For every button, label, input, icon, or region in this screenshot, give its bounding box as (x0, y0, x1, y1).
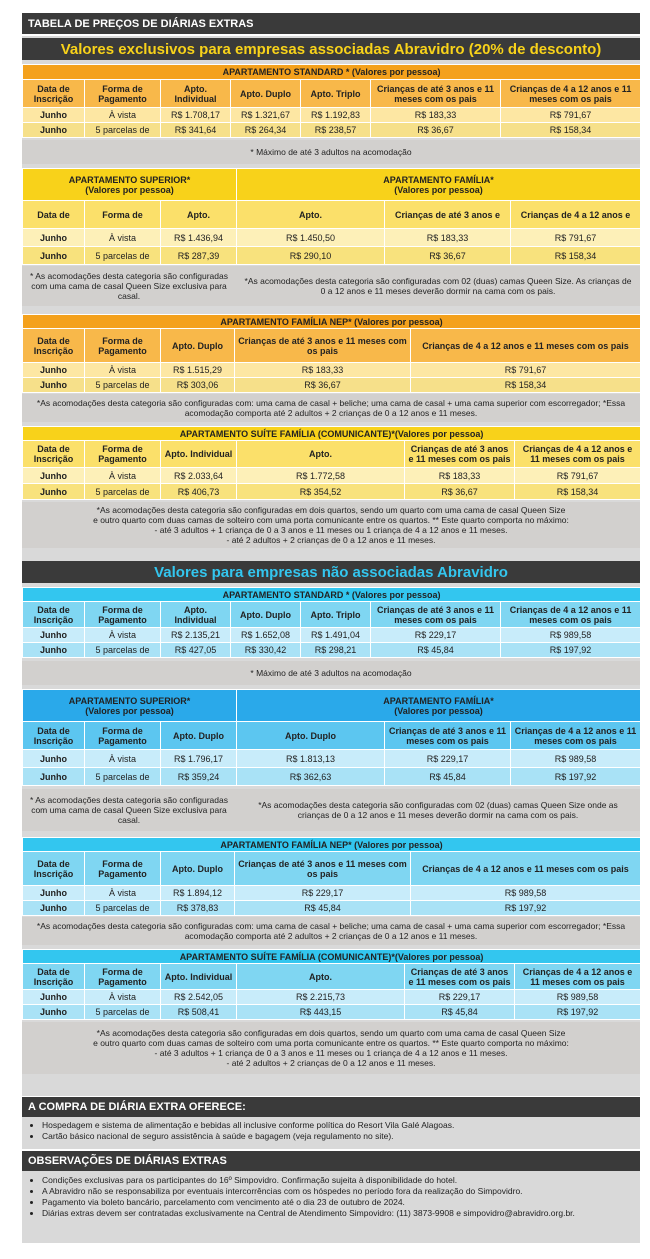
col-header: Apto. Triplo (301, 80, 371, 108)
cell: R$ 1.192,83 (301, 108, 371, 123)
col-header: Apto. Duplo (237, 722, 385, 750)
table-row (23, 108, 641, 123)
col-header: Crianças de até 3 anos e 11 meses com os pais (405, 964, 515, 990)
cell: R$ 229,17 (371, 628, 501, 643)
suite-note-line: - até 2 adultos + 2 crianças de 0 a 12 anos e 11 meses. (226, 1058, 436, 1068)
cell: 5 parcelas de (85, 1005, 161, 1020)
cell: R$ 298,21 (301, 643, 371, 658)
col-header: Forma de Pagamento (85, 964, 161, 990)
familia-title: APARTAMENTO FAMÍLIA* (383, 174, 494, 185)
col-header: Apto. Duplo (161, 852, 235, 886)
col-header: Crianças de até 3 anos e 11 meses com os pais (405, 441, 515, 468)
cell: R$ 1.321,67 (231, 108, 301, 123)
table-row (23, 768, 641, 786)
cell: R$ 1.436,94 (161, 229, 237, 247)
offer-item: • Cartão básico nacional de seguro assistência à saúde e bagagem (veja regulamento no site). (42, 1131, 632, 1142)
observations-box (22, 1171, 640, 1243)
cell: R$ 1.491,04 (301, 628, 371, 643)
superior-note: * As acomodações desta categoria são configuradas com uma cama de casal Queen Size exclusiva para casal. (22, 266, 236, 306)
non-nep-table (22, 837, 641, 916)
col-header: Apto. Duplo (231, 80, 301, 108)
familia-title-cell (237, 690, 641, 722)
cell: 5 parcelas de (85, 768, 161, 786)
col-header: Crianças de 4 a 12 anos e (511, 201, 641, 229)
col-header: Crianças de 4 a 12 anos e 11 meses com os pais (511, 722, 641, 750)
cell: 5 parcelas de (85, 901, 161, 916)
col-header: Apto. (237, 964, 405, 990)
cell: Junho (23, 247, 85, 265)
table-row (23, 1005, 641, 1020)
cell: À vista (85, 363, 161, 378)
col-header: Crianças de 4 a 12 anos e 11 meses com os pais (515, 964, 641, 990)
cell: 5 parcelas de (85, 643, 161, 658)
cell: R$ 989,58 (501, 628, 641, 643)
cell: R$ 158,34 (511, 247, 641, 265)
col-header: Data de Inscrição (23, 602, 85, 628)
cell: R$ 359,24 (161, 768, 237, 786)
cell: Junho (23, 886, 85, 901)
superior-title-cell (23, 690, 237, 722)
cell: À vista (85, 468, 161, 484)
cell: R$ 989,58 (515, 990, 641, 1005)
suite-note-line: - até 2 adultos + 2 crianças de 0 a 12 anos e 11 meses. (226, 535, 436, 545)
col-header: Data de Inscrição (23, 441, 85, 468)
col-header: Data de Inscrição (23, 329, 85, 363)
cell: R$ 1.652,08 (231, 628, 301, 643)
cell: Junho (23, 901, 85, 916)
cell: R$ 183,33 (405, 468, 515, 484)
cell: À vista (85, 990, 161, 1005)
cell: R$ 791,67 (411, 363, 641, 378)
observation-item: • Pagamento via boleto bancário, parcelamento com vencimento até o dia 23 de outubro de 2024. (42, 1197, 632, 1208)
nep-note: *As acomodações desta categoria são configuradas com: uma cama de casal + beliche; uma cama de casal + uma cama superior com escorregador; *Essa acomodação comporta até 2 adultos + 2 crianças de 0 a 12 anos e 11 meses. (22, 394, 640, 422)
cell: R$ 229,17 (235, 886, 411, 901)
col-header: Crianças de 4 a 12 anos e 11 meses com os pais (501, 602, 641, 628)
table-row (23, 886, 641, 901)
observations-title: OBSERVAÇÕES DE DIÁRIAS EXTRAS (22, 1151, 640, 1171)
cell: R$ 330,42 (231, 643, 301, 658)
col-header: Apto. Triplo (301, 602, 371, 628)
cell: R$ 36,67 (235, 378, 411, 393)
cell: R$ 264,34 (231, 123, 301, 138)
col-header: Data de Inscrição (23, 964, 85, 990)
cell: R$ 45,84 (405, 1005, 515, 1020)
cell: Junho (23, 990, 85, 1005)
cell: Junho (23, 1005, 85, 1020)
cell: 5 parcelas de (85, 247, 161, 265)
observation-item: • Diárias extras devem ser contratadas exclusivamente na Central de Atendimento Simpovidro: (11) 3873-9908 e simpovidro@abravidro.org.br. (42, 1208, 632, 1219)
table-row (23, 628, 641, 643)
standard-note: * Máximo de até 3 adultos na acomodação (22, 140, 640, 164)
table-row (23, 750, 641, 768)
cell: R$ 287,39 (161, 247, 237, 265)
cell: R$ 183,33 (235, 363, 411, 378)
col-header: Forma de (85, 201, 161, 229)
table-row (23, 901, 641, 916)
assoc-superior-familia-table (22, 168, 641, 265)
cell: R$ 1.450,50 (237, 229, 385, 247)
cell: R$ 197,92 (511, 768, 641, 786)
cell: Junho (23, 484, 85, 500)
offer-box (22, 1117, 640, 1149)
col-header: Data de Inscrição (23, 80, 85, 108)
col-header: Forma de Pagamento (85, 602, 161, 628)
cell: R$ 443,15 (237, 1005, 405, 1020)
col-header: Crianças de até 3 anos e 11 meses com os pais (371, 80, 501, 108)
cell: R$ 36,67 (385, 247, 511, 265)
col-header: Forma de Pagamento (85, 441, 161, 468)
cell: R$ 1.796,17 (161, 750, 237, 768)
suite-note (22, 502, 640, 548)
col-header: Apto. (237, 441, 405, 468)
cell: 5 parcelas de (85, 123, 161, 138)
associated-banner: Valores exclusivos para empresas associadas Abravidro (20% de desconto) (22, 38, 640, 60)
col-header: Apto. Duplo (231, 602, 301, 628)
offer-item: • Hospedagem e sistema de alimentação e bebidas all inclusive conforme política do Resort Vila Galé Alagoas. (42, 1120, 632, 1131)
non-suite-table (22, 949, 641, 1020)
observation-item: • A Abravidro não se responsabiliza por eventuais intercorrências com os hóspedes no período fora da realização do Simpovidro. (42, 1186, 632, 1197)
cell: Junho (23, 363, 85, 378)
cell: Junho (23, 468, 85, 484)
observation-item: • Condições exclusivas para os participantes do 16º Simpovidro. Confirmação sujeita à disponibilidade do hotel. (42, 1175, 632, 1186)
col-header: Crianças de até 3 anos e 11 meses com os pais (235, 329, 411, 363)
col-header: Crianças de 4 a 12 anos e 11 meses com os pais (501, 80, 641, 108)
cell: R$ 406,73 (161, 484, 237, 500)
cell: R$ 1.894,12 (161, 886, 235, 901)
col-header: Crianças de até 3 anos e 11 meses com os pais (235, 852, 411, 886)
cell: R$ 341,64 (161, 123, 231, 138)
assoc-standard-table (22, 64, 641, 138)
col-header: Apto. Individual (161, 964, 237, 990)
cell: Junho (23, 108, 85, 123)
suite-note-line: - até 3 adultos + 1 criança de 0 a 3 anos e 11 meses ou 1 criança de 4 a 12 anos e 11 meses. (154, 525, 508, 535)
table-row (23, 643, 641, 658)
cell: R$ 45,84 (235, 901, 411, 916)
suite-note-line: e outro quarto com duas camas de solteiro com uma porta comunicante entre os quartos. ** Este quarto comporta no máximo: (93, 1038, 569, 1048)
familia-subtitle: (Valores por pessoa) (394, 184, 483, 195)
col-header: Crianças de 4 a 12 anos e 11 meses com os pais (515, 441, 641, 468)
cell: 5 parcelas de (85, 378, 161, 393)
col-header: Apto. (161, 201, 237, 229)
cell: Junho (23, 643, 85, 658)
table-title: APARTAMENTO SUÍTE FAMÍLIA (COMUNICANTE)*(Valores por pessoa) (23, 427, 641, 441)
cell: R$ 197,92 (501, 643, 641, 658)
familia-title: APARTAMENTO FAMÍLIA* (383, 695, 494, 706)
col-header: Apto. Duplo (161, 722, 237, 750)
cell: R$ 158,34 (501, 123, 641, 138)
table-row (23, 247, 641, 265)
cell: À vista (85, 886, 161, 901)
cell: R$ 791,67 (515, 468, 641, 484)
cell: Junho (23, 768, 85, 786)
cell: R$ 1.813,13 (237, 750, 385, 768)
cell: R$ 197,92 (515, 1005, 641, 1020)
cell: Junho (23, 628, 85, 643)
col-header: Forma de Pagamento (85, 852, 161, 886)
cell: R$ 183,33 (385, 229, 511, 247)
col-header: Crianças de até 3 anos e 11 meses com os pais (385, 722, 511, 750)
cell: R$ 508,41 (161, 1005, 237, 1020)
cell: R$ 290,10 (237, 247, 385, 265)
cell: Junho (23, 750, 85, 768)
cell: Junho (23, 229, 85, 247)
superior-subtitle: (Valores por pessoa) (85, 705, 174, 716)
cell: R$ 2.542,05 (161, 990, 237, 1005)
table-row (23, 378, 641, 393)
familia-subtitle: (Valores por pessoa) (394, 705, 483, 716)
assoc-suite-table (22, 426, 641, 500)
page-title: TABELA DE PREÇOS DE DIÁRIAS EXTRAS (22, 13, 640, 34)
nep-note: *As acomodações desta categoria são configuradas com: uma cama de casal + beliche; uma cama de casal + uma cama superior com escorregador; *Essa acomodação comporta até 2 adultos + 2 crianças de 0 a 12 anos e 11 meses. (22, 917, 640, 945)
cell: R$ 36,67 (371, 123, 501, 138)
suite-note (22, 1022, 640, 1074)
cell: R$ 183,33 (371, 108, 501, 123)
col-header: Forma de Pagamento (85, 80, 161, 108)
table-title: APARTAMENTO STANDARD * (Valores por pessoa) (23, 65, 641, 80)
familia-title-cell (237, 169, 641, 201)
cell: R$ 989,58 (411, 886, 641, 901)
suite-note-line: *As acomodações desta categoria são configuradas em dois quartos, sendo um quarto com uma cama de casal Queen Size (96, 1028, 566, 1038)
cell: R$ 1.772,58 (237, 468, 405, 484)
col-header: Forma de Pagamento (85, 329, 161, 363)
col-header: Data de Inscrição (23, 722, 85, 750)
cell: R$ 158,34 (411, 378, 641, 393)
col-header: Apto. Individual (161, 602, 231, 628)
col-header: Crianças de até 3 anos e 11 meses com os pais (371, 602, 501, 628)
table-row (23, 229, 641, 247)
col-header: Apto. Individual (161, 80, 231, 108)
col-header: Apto. (237, 201, 385, 229)
cell: À vista (85, 628, 161, 643)
cell: À vista (85, 750, 161, 768)
non-standard-table (22, 587, 641, 658)
familia-note: *As acomodações desta categoria são configuradas com 02 (duas) camas Queen Size onde as crianças de 0 a 12 anos e 11 meses deverão dormir na cama com os pais. (236, 789, 640, 831)
table-title: APARTAMENTO SUÍTE FAMÍLIA (COMUNICANTE)*(Valores por pessoa) (23, 950, 641, 964)
cell: R$ 2.033,64 (161, 468, 237, 484)
col-header: Forma de Pagamento (85, 722, 161, 750)
cell: R$ 238,57 (301, 123, 371, 138)
non-superior-familia-table (22, 689, 641, 786)
col-header: Data de Inscrição (23, 852, 85, 886)
superior-note: * As acomodações desta categoria são configuradas com uma cama de casal Queen Size exclusiva para casal. (22, 789, 236, 831)
superior-title: APARTAMENTO SUPERIOR* (68, 174, 191, 185)
col-header: Crianças de 4 a 12 anos e 11 meses com os pais (411, 852, 641, 886)
table-title: APARTAMENTO FAMÍLIA NEP* (Valores por pessoa) (23, 315, 641, 329)
cell: R$ 36,67 (405, 484, 515, 500)
standard-note: * Máximo de até 3 adultos na acomodação (22, 661, 640, 685)
superior-title-cell (23, 169, 237, 201)
cell: R$ 362,63 (237, 768, 385, 786)
cell: 5 parcelas de (85, 484, 161, 500)
cell: À vista (85, 229, 161, 247)
cell: R$ 229,17 (405, 990, 515, 1005)
cell: R$ 1.708,17 (161, 108, 231, 123)
cell: R$ 229,17 (385, 750, 511, 768)
cell: R$ 2.215,73 (237, 990, 405, 1005)
non-associated-banner: Valores para empresas não associadas Abravidro (22, 561, 640, 583)
col-header: Apto. Duplo (161, 329, 235, 363)
assoc-nep-table (22, 314, 641, 393)
cell: R$ 1.515,29 (161, 363, 235, 378)
cell: Junho (23, 378, 85, 393)
table-row (23, 468, 641, 484)
cell: R$ 354,52 (237, 484, 405, 500)
cell: R$ 791,67 (501, 108, 641, 123)
table-row (23, 363, 641, 378)
cell: R$ 427,05 (161, 643, 231, 658)
col-header: Data de (23, 201, 85, 229)
cell: R$ 378,83 (161, 901, 235, 916)
cell: R$ 303,06 (161, 378, 235, 393)
cell: R$ 197,92 (411, 901, 641, 916)
table-row (23, 990, 641, 1005)
cell: R$ 989,58 (511, 750, 641, 768)
suite-note-line: - até 3 adultos + 1 criança de 0 a 3 anos e 11 meses ou 1 criança de 4 a 12 anos e 11 meses. (154, 1048, 508, 1058)
superior-subtitle: (Valores por pessoa) (85, 184, 174, 195)
cell: R$ 158,34 (515, 484, 641, 500)
table-title: APARTAMENTO STANDARD * (Valores por pessoa) (23, 588, 641, 602)
offer-title: A COMPRA DE DIÁRIA EXTRA OFERECE: (22, 1097, 640, 1117)
cell: R$ 45,84 (371, 643, 501, 658)
table-row (23, 484, 641, 500)
cell: R$ 2.135,21 (161, 628, 231, 643)
superior-title: APARTAMENTO SUPERIOR* (68, 695, 191, 706)
table-row (23, 123, 641, 138)
familia-note: *As acomodações desta categoria são configuradas com 02 (duas) camas Queen Size. As crianças de 0 a 12 anos e 11 meses deverão dormir na cama com os pais. (236, 266, 640, 306)
table-title: APARTAMENTO FAMÍLIA NEP* (Valores por pessoa) (23, 838, 641, 852)
cell: Junho (23, 123, 85, 138)
cell: R$ 791,67 (511, 229, 641, 247)
cell: R$ 45,84 (385, 768, 511, 786)
col-header: Apto. Individual (161, 441, 237, 468)
suite-note-line: e outro quarto com duas camas de solteiro com uma porta comunicante entre os quartos. ** Este quarto comporta no máximo: (93, 515, 569, 525)
col-header: Crianças de até 3 anos e (385, 201, 511, 229)
cell: À vista (85, 108, 161, 123)
suite-note-line: *As acomodações desta categoria são configuradas em dois quartos, sendo um quarto com uma cama de casal Queen Size (96, 505, 566, 515)
col-header: Crianças de 4 a 12 anos e 11 meses com os pais (411, 329, 641, 363)
